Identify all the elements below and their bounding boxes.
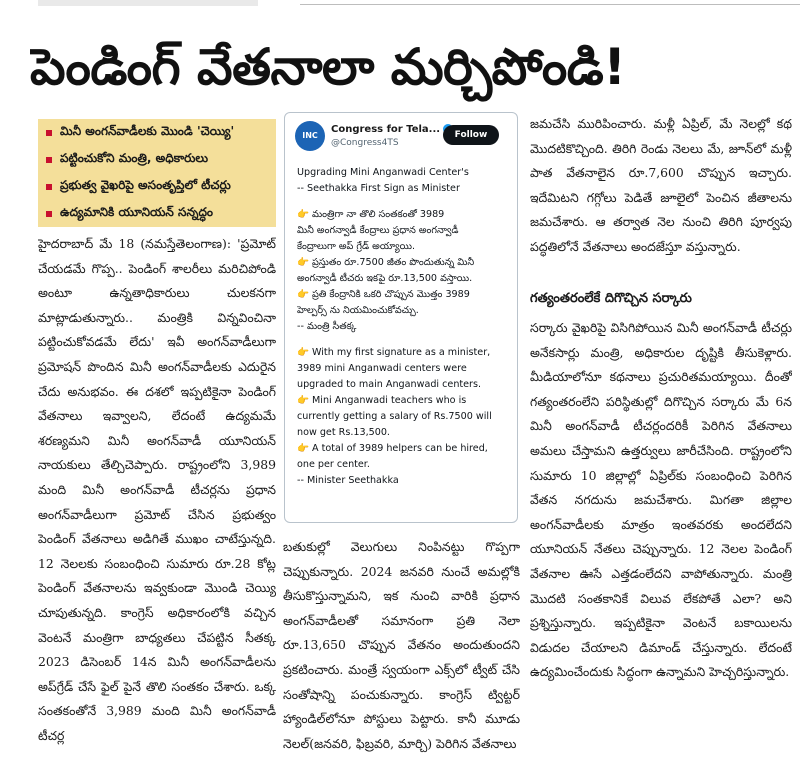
page-title: పెండింగ్ వేతనాలా మర్చిపోండి! <box>30 38 626 96</box>
tweet-spacer <box>297 335 509 345</box>
tweet-handle[interactable]: @Congress4TS <box>331 138 399 148</box>
top-banner-strip <box>38 0 258 6</box>
article-paragraph: హైదరాబాద్ మే 18 (నమస్తేతెలంగాణ): 'ప్రమోట్ చేయడమే గొప్ప.. పెండింగ్ శాలరీలు మరిచిపోండి అంటూ ఉన్నతాధికారులు చులకనగా మాట్లాడుతున్నారు.. మంత్రికి విన్నవించినా పట్టించుకోవడమే లేదు' ఇవీ అంగన్‌వాడీలుగా ప్రమోషన్ పొందిన మినీ అంగన్‌వాడీలకు ఎదురైన చేదు అనుభవం. ఈ దశలో ఇప్పటికైనా పెండింగ్ వేతనాలు ఇవ్వాలని, లేదంటే ఉద్యమమే శరణ్యమని మినీ అంగన్‌వాడీ యూనియన్ నాయకులు తేల్చిచెప్పారు. రాష్ట్రంలోని 3,989 మంది మినీ అంగన్‌వాడీ టీచర్లను ప్రధాన అంగన్‌వాడీలుగా ప్రమోట్ చేసిన ప్రభుత్వం పెండింగ్ వేతనాలు అడిగితే ముఖం చాటేస్తున్నది. 12 నెలలకు సంబంధించి సుమారు రూ.28 కోట్ల పెండింగ్ వేతనాలను ఇవ్వకుండా మొండి చెయ్యి చూపుతున్నది. కాంగ్రెస్ అధికారంలోకి వచ్చిన వెంటనే మంత్రిగా బాధ్యతలు చేపట్టిన సీతక్క 2023 డిసెంబర్ 14న మినీ అంగన్‌వాడీలను అప్‌గ్రేడ్ చేసే ఫైల్ పైనే తొలి సంతకం చేశారు. ఒక్క సంతకంతోనే 3,989 మంది మినీ అంగన్‌వాడీ టీచర్ల <box>38 236 276 743</box>
tweet-line: కేంద్రాలుగా అప్ గ్రేడ్ అయ్యాయి. <box>297 241 416 252</box>
tweet-line: 3989 mini Anganwadi centers were <box>297 363 467 374</box>
tweet-line: 👉 With my first signature as a minister, <box>297 347 491 358</box>
article-paragraph: జమచేసి మురిపించారు. మళ్లీ ఏప్రిల్, మే నెలల్లో కథ మొదటికొచ్చింది. తిరిగి రెండు నెలలు మే, జూన్‌లో మళ్లీ పాత వేతనాలైన రూ.7,600 చొప్పున ఇచ్చారు. ఇదేమిటని గగ్గోలు పెడితే జూలైలో పెంచిన జీతాలను జమచేశారు. ఆ తర్వాత నెల నుంచి తిరిగి పూర్వపు పద్ధతిలోనే వేతనాలు అందజేస్తూ వస్తున్నారు. <box>530 116 792 254</box>
tweet-line: 👉 ప్రతి కేంద్రానికి ఒకరి చొప్పున మొత్తం 3989 <box>297 289 470 300</box>
highlight-text: ఉద్యమానికి యూనియన్ సన్నద్ధం <box>60 205 214 219</box>
section-subheading: గత్యంతరంలేకే దిగొచ్చిన సర్కారు <box>530 291 692 306</box>
follow-button[interactable]: Follow <box>443 125 499 145</box>
highlight-text: పట్టించుకోని మంత్రి, అధికారులు <box>60 151 209 165</box>
highlight-item <box>38 146 276 173</box>
top-rule <box>300 4 800 5</box>
tweet-line: 👉 Mini Anganwadi teachers who is <box>297 395 467 406</box>
tweet-account-name[interactable] <box>331 124 453 135</box>
article-column-2 <box>283 535 520 771</box>
article-column-1 <box>38 232 276 772</box>
tweet-line: upgraded to main Anganwadi centers. <box>297 379 482 390</box>
highlight-item <box>38 200 276 227</box>
tweet-spacer <box>297 197 509 207</box>
article-column-3 <box>530 112 792 282</box>
highlight-text: ప్రభుత్వ వైఖరిపై అసంతృప్తిలో టీచర్లు <box>60 178 231 192</box>
article-paragraph: బతుకుల్లో వెలుగులు నింపినట్టు గొప్పగా చెప్పుకున్నారు. 2024 జనవరి నుంచే అమల్లోకి తీసుకొస్తున్నామని, ఇక నుంచి వారికి ప్రధాన అంగన్‌వాడీలతో సమానంగా ప్రతి నెలా రూ.13,650 చొప్పున వేతనం అందుతుందని ప్రకటించారు. మంత్రే స్వయంగా ఎక్స్‌లో ట్వీట్ చేసి సంతోషాన్ని పంచుకున్నారు. కాంగ్రెస్ ట్విట్టర్ హ్యాండిల్‌లోనూ పోస్టులు పెట్టారు. కానీ మూడు నెలల్(జనవరి, ఫిబ్రవరి, మార్చి) పెరిగిన వేతనాలు <box>283 539 520 751</box>
tweet-line: one per center. <box>297 459 370 470</box>
tweet-line: -- Seethakka First Sign as Minister <box>297 183 460 194</box>
tweet-line: Upgrading Mini Anganwadi Center's <box>297 167 469 178</box>
avatar[interactable]: INC <box>295 121 325 151</box>
highlight-item <box>38 119 276 146</box>
tweet-line: 👉 మంత్రిగా నా తొలి సంతకంతో 3989 <box>297 209 445 220</box>
bullet-square-icon <box>46 184 52 190</box>
tweet-line: 👉 A total of 3989 helpers can be hired, <box>297 443 488 454</box>
tweet-line: currently getting a salary of Rs.7500 will <box>297 411 492 422</box>
bullet-square-icon <box>46 157 52 163</box>
tweet-account-name-text: Congress for Tela... <box>331 124 441 135</box>
highlight-item <box>38 173 276 200</box>
tweet-line: now get Rs.13,500. <box>297 427 390 438</box>
tweet-line: అంగన్వాడీ టీచరు ఇకపై రూ.13,500 వస్తాయి. <box>297 273 473 284</box>
article-column-4 <box>530 316 792 772</box>
tweet-line: -- Minister Seethakka <box>297 475 399 486</box>
highlight-text: మినీ అంగన్‌వాడీలకు మొండి 'చెయ్యి' <box>60 124 235 138</box>
embedded-tweet <box>284 112 518 523</box>
tweet-line: మినీ అంగన్వాడీ కేంద్రాలు ప్రధాన అంగన్వాడీ <box>297 225 459 236</box>
bullet-square-icon <box>46 211 52 217</box>
tweet-body <box>297 161 509 489</box>
tweet-line: హెల్పర్స్ ను నియమించుకోవచ్చు. <box>297 305 419 316</box>
bullet-square-icon <box>46 130 52 136</box>
article-paragraph: సర్కారు వైఖరిపై విసిగిపోయిన మినీ అంగన్‌వాడీ టీచర్లు అనేకసార్లు మంత్రి, అధికారుల దృష్టికి తీసుకెళ్లారు. మీడియాలోనూ కథనాలు ప్రచురితమయ్యాయి. దీంతో గత్యంతరంలేని పరిస్థితుల్లో దిగొచ్చిన సర్కారు మే 6న మినీ అంగన్‌వాడీ టీచర్లందరికీ పెరిగిన వేతనాలు అమలు చేస్తామని ఉత్తర్వులు జారీచేసింది. రాష్ట్రంలోని సుమారు 10 జిల్లాల్లో ఏప్రిల్‌కు సంబంధించి పెరిగిన వేతన నగదును జమచేశారు. మిగతా జిల్లాల అంగన్‌వాడీలకు మాత్రం ఇంతవరకు అందలేదని యూనియన్ నేతలు చెప్పున్నారు. 12 నెలల పెండింగ్ వేతనాల ఊసే ఎత్తడంలేదని వాపోతున్నారు. మంత్రి మొదటి సంతకానికే విలువ లేకపోతే ఎలా? అని ప్రశ్నిస్తున్నారు. ఇప్పటికైనా వెంటనే బకాయిలను విడుదల చేయాలని డిమాండ్ చేస్తున్నారు. లేదంటే ఉద్యమించేందుకు సిద్ధంగా ఉన్నామని హెచ్చరిస్తున్నారు. <box>530 320 792 680</box>
tweet-header <box>295 121 507 155</box>
tweet-line: 👉 ప్రస్తుతం రూ.7500 జీతం పొందుతున్న మినీ <box>297 257 475 268</box>
highlights-box <box>38 119 276 227</box>
tweet-line: -- మంత్రి సీతక్క <box>297 321 357 332</box>
